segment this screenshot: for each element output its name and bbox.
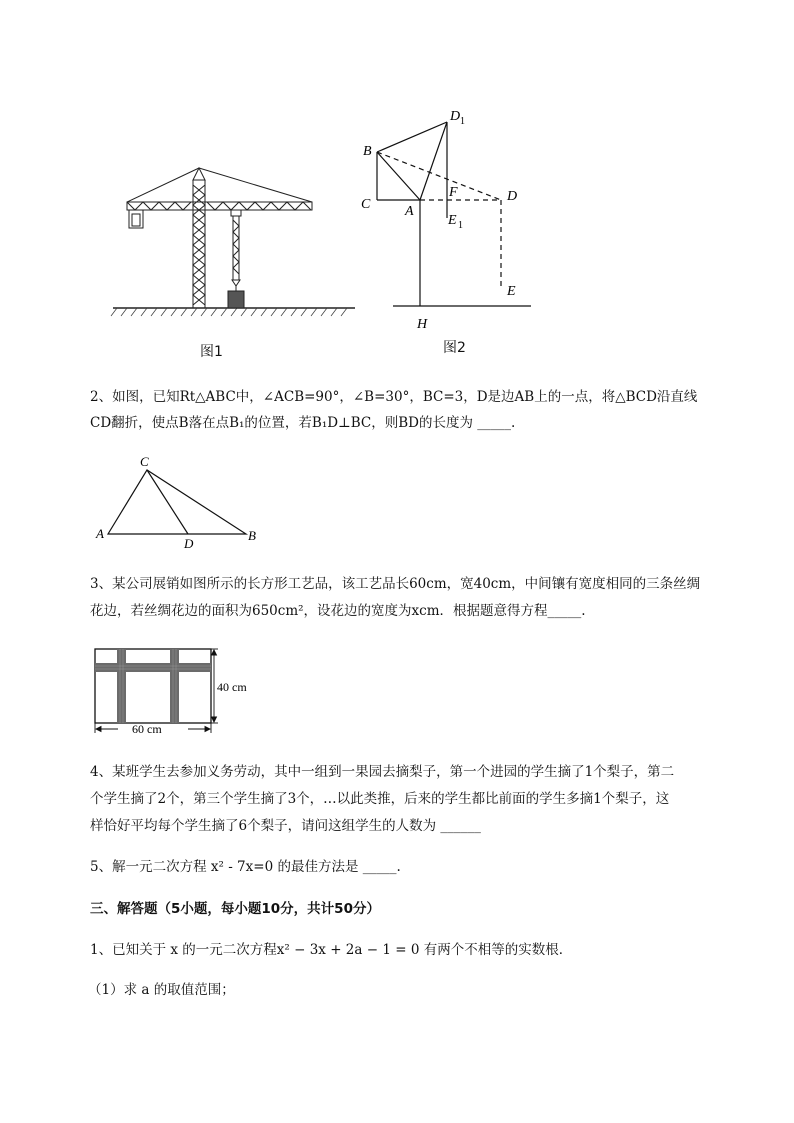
question-5-line: 5、解一元二次方程 x² - 7x=0 的最佳方法是 _____. [90, 859, 401, 875]
figure-2-caption: 图2 [443, 340, 466, 356]
section-3-title: 三、解答题（5小题，每小题10分，共计50分） [90, 901, 380, 917]
question-4-line-2: 个学生摘了2个，第三个学生摘了3个，…以此类推，后来的学生都比前面的学生多摘1个梨子，这 [90, 791, 670, 807]
triangle-label-A: A [96, 526, 104, 541]
label-E1-sub: 1 [458, 220, 463, 231]
label-D: D [507, 189, 518, 204]
question-2-line-1: 2、如图，已知Rt△ABC中，∠ACB=90°，∠B=30°，BC=3，D是边AB上的一点，将△BCD沿直线 [90, 389, 698, 405]
label-H: H [417, 317, 428, 332]
figure-1-crane [105, 160, 365, 325]
triangle-label-B: B [248, 528, 256, 543]
question-4-line-3: 样恰好平均每个学生摘了6个梨子，请问这组学生的人数为 ______ [90, 818, 481, 834]
rect-width-label: 60 cm [132, 722, 162, 736]
rect-height-label: 40 cm [217, 680, 247, 694]
label-D1-sub: 1 [460, 116, 465, 127]
label-C: C [361, 197, 371, 212]
question-4-line-1: 4、某班学生去参加义务劳动，其中一组到一果园去摘梨子，第一个进园的学生摘了1个梨子，第二 [90, 764, 675, 780]
question-3-line-1: 3、某公司展销如图所示的长方形工艺品，该工艺品长60cm，宽40cm，中间镶有宽度相同的三条丝绸 [90, 576, 701, 592]
label-A: A [405, 204, 414, 219]
label-D1: D [450, 109, 461, 124]
question-3-line-2: 花边，若丝绸花边的面积为650cm²，设花边的宽度为xcm．根据题意得方程_____. [90, 603, 586, 619]
silk-rectangle-figure [90, 643, 260, 738]
figure-1-caption: 图1 [200, 344, 223, 360]
label-E: E [507, 284, 516, 299]
label-B: B [363, 144, 372, 159]
figure-2-geometry [355, 100, 545, 345]
triangle-figure [90, 452, 270, 552]
question-2-line-2: CD翻折，使点B落在点B₁的位置，若B₁D⊥BC，则BD的长度为 _____. [90, 415, 516, 431]
section-3-question-1: 1、已知关于 x 的一元二次方程x² − 3x + 2a − 1 = 0 有两个不相等的实数根． [90, 942, 573, 958]
section-3-question-1-part-1: （1）求 a 的取值范围； [88, 982, 235, 998]
label-F: F [449, 185, 458, 200]
triangle-label-D: D [184, 536, 194, 551]
label-E1: E [448, 213, 457, 228]
triangle-label-C: C [140, 454, 149, 469]
